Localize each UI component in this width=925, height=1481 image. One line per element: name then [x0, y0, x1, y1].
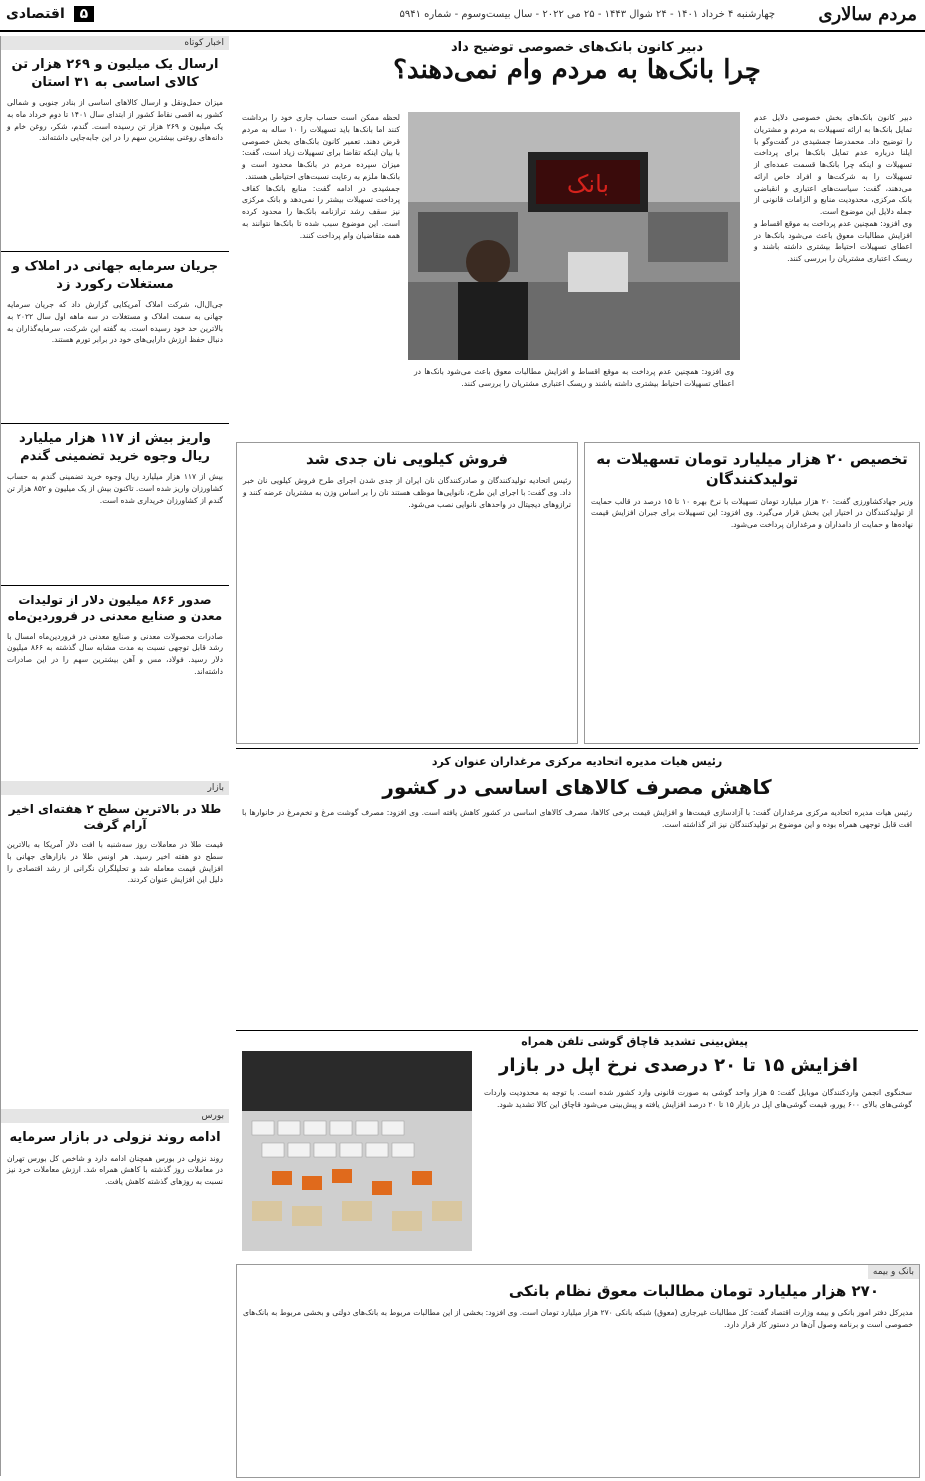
- section-label: اقتصادی: [6, 6, 65, 22]
- short-news-4-title: صدور ۸۶۶ میلیون دلار از تولیدات معدن و صنایع معدنی در فروردین‌ماه: [7, 593, 223, 624]
- lead-headline: چرا بانک‌ها به مردم وام نمی‌دهند؟: [393, 55, 761, 85]
- consumption-kicker: رئیس هیات مدیره اتحادیه مرکزی مرغداران عنوان کرد: [431, 755, 723, 768]
- lead-text-2: وی افزود: همچنین عدم پرداخت به موقع اقساط و افزایش مطالبات معوق باعث می‌شود بانک‌ها در اعطای تسهیلات احتیاط بیشتری داشته باشند و ریسک اعتباری مشتریان را بررسی کنند.: [754, 218, 912, 264]
- short-news-3-text: بیش از ۱۱۷ هزار میلیارد ریال وجوه خرید تضمینی گندم به حساب کشاورزان واریز شده است. تاکنون بیش از یک میلیون و ۸۵۲ هزار تن گندم از کشاورزان خریداری شده است.: [7, 472, 223, 505]
- lead-text-4: جمشیدی در ادامه گفت: منابع بانک‌ها کفاف پرداخت تسهیلات بیشتر را نمی‌دهد و بانک مرکزی نیز سقف رشد ترازنامه بانک‌ها را محدود کرده است. این موضوع سبب شده تا بانک‌ها نتوانند به همه متقاضیان وام پرداخت کنند.: [242, 183, 400, 240]
- lead-text-under-photo-content: وی افزود: همچنین عدم پرداخت به موقع اقساط و افزایش مطالبات معوق باعث می‌شود بانک‌ها در اعطای تسهیلات احتیاط بیشتری داشته باشند و ریسک اعتباری مشتریان را بررسی کنند.: [414, 367, 734, 388]
- lead-text-under-photo: [408, 366, 740, 436]
- short-news-2-text: جی‌ال‌ال، شرکت املاک آمریکایی گزارش داد که جریان سرمایه جهانی به سمت املاک و مستغلات در سه ماهه اول سال ۲۰۲۲ به بالاترین حد خود رسیده است. به گفته این شرکت، سرمایه‌گذاران به دنبال حفظ ارزش دارایی‌های خود در برابر تورم هستند.: [7, 300, 223, 345]
- phones-text: سخنگوی انجمن واردکنندگان موبایل گفت: ۵ هزار واحد گوشی به صورت قانونی وارد کشور شده است. با توجه به محدودیت واردات گوشی‌های بالای ۶۰۰ یورو، قیمت گوشی‌های اپل در بازار ۱۵ تا ۲۰ درصد افزایش یافته و پیش‌بینی می‌شود قاچاق این کالا تشدید شود.: [484, 1088, 912, 1109]
- divider: [1, 251, 229, 252]
- bourse-news-title: ادامه روند نزولی در بازار سرمایه: [9, 1130, 221, 1146]
- loan-article-text: وزیر جهادکشاورزی گفت: ۲۰ هزار میلیارد تومان تسهیلات با نرخ بهره ۱۰ تا ۱۵ درصد در قالب حمایت از تولیدکنندگان در اختیار این بخش قرار می‌گیرد. وی افزود: این تسهیلات برای جبران افزایش قیمت نهاده‌ها و حمایت از دامداران و مرغداران پرداخت می‌شود.: [591, 496, 914, 530]
- section-title: [6, 6, 94, 22]
- page-number: ۵: [74, 6, 95, 22]
- masthead: [0, 0, 925, 32]
- bread-article-title: فروش کیلویی نان جدی شد: [306, 450, 508, 468]
- phones-text-column: [478, 1087, 918, 1257]
- divider: [1, 585, 229, 586]
- bank-article-text: مدیرکل دفتر امور بانکی و بیمه وزارت اقتصاد گفت: کل مطالبات غیرجاری (معوق) شبکه بانکی ۲۷۰ هزار میلیارد تومان است. وی افزود: بخشی از این مطالبات مربوط به بانک‌های دولتی و بخشی مربوط به بانک‌های خصوصی است و برنامه وصول آن‌ها در دستور کار قرار دارد.: [243, 1308, 913, 1330]
- consumption-text: رئیس هیات مدیره اتحادیه مرکزی مرغداران گفت: با آزادسازی قیمت‌ها و افزایش قیمت برخی کالاها، مصرف کالاهای اساسی در کشور کاهش یافته است. وی افزود: مصرف گوشت مرغ و تخم‌مرغ در خانوارها با افت قابل توجهی همراه بوده و این موضوع بر تولیدکنندگان نیز اثر گذاشته است.: [242, 808, 912, 829]
- sidebar-label: اخبار کوتاه: [1, 36, 229, 50]
- lead-text-column-3: [236, 112, 406, 432]
- loan-article-box: [584, 442, 920, 744]
- phones-photo: [242, 1051, 472, 1251]
- lead-text-1: دبیر کانون بانک‌های بخش خصوصی دلایل عدم تمایل بانک‌ها به ارائه تسهیلات به مردم و مشتریان را توضیح داد. محمدرضا جمشیدی در گفت‌وگو با ایلنا درباره عدم تمایل بانک‌ها برای پرداخت تسهیلات و اینکه چرا بانک‌ها قسمت عمده‌ای از تسهیلات را به شرکت‌ها و افراد خاص ارائه می‌دهند، گفت: سیاست‌های اعتباری و انقباضی بانک مرکزی، محدودیت منابع و الزامات قانونی از جمله دلایل این موضوع است.: [754, 113, 912, 217]
- lead-story: [236, 36, 918, 436]
- phones-kicker: پیش‌بینی تشدید قاچاق گوشی تلفن همراه: [521, 1035, 748, 1048]
- lead-kicker: دبیر کانون بانک‌های خصوصی توضیح داد: [450, 40, 704, 55]
- short-news-1-title: ارسال یک میلیون و ۲۶۹ هزار تن کالای اساسی به ۳۱ استان: [11, 57, 219, 90]
- loan-article-title: تخصیص ۲۰ هزار میلیارد تومان تسهیلات به تولیدکنندگان: [596, 450, 908, 489]
- bank-photo: [408, 112, 740, 360]
- divider: [1, 423, 229, 424]
- short-news-4-text: صادرات محصولات معدنی و صنایع معدنی در فروردین‌ماه امسال با رشد قابل توجهی نسبت به مدت مشابه سال گذشته به ۸۶۶ میلیون دلار رسید. فولاد، مس و آهن بیشترین سهم را در این صادرات داشته‌اند.: [7, 631, 223, 676]
- phones-title: افزایش ۱۵ تا ۲۰ درصدی نرخ اپل در بازار: [499, 1055, 858, 1076]
- paper-name: مردم سالاری: [818, 4, 917, 25]
- date-line: چهارشنبه ۴ خرداد ۱۴۰۱ - ۲۴ شوال ۱۴۴۳ - ۲۵ می ۲۰۲۲ - سال بیست‌وسوم - شماره ۵۹۴۱: [399, 9, 775, 20]
- bank-article-box: [236, 1264, 920, 1478]
- short-news-3-title: واریز بیش از ۱۱۷ هزار میلیارد ریال وجوه خرید تضمینی گندم: [19, 431, 211, 464]
- market-news-text: قیمت طلا در معاملات روز سه‌شنبه با افت دلار آمریکا به بالاترین سطح دو هفته اخیر رسید. هر اونس طلا در بازارهای جهانی با افزایش قیمت معامله شد و تحلیلگران نگرانی از رشد اقتصادی را دلیل این افزایش عنوان کردند.: [7, 840, 223, 885]
- consumption-title: کاهش مصرف کالاهای اساسی در کشور: [382, 775, 772, 799]
- short-news-2-title: جریان سرمایه جهانی در املاک و مستغلات رکورد زد: [11, 259, 219, 292]
- lead-text-3: لحظه ممکن است حساب جاری خود را برداشت کنند اما بانک‌ها باید تسهیلات را ۱۰ ساله به مردم قرض دهند. تعمیر کانون بانک‌های بخش خصوصی با بیان اینکه تقاضا برای تسهیلات زیاد است، گفت: میزان سپرده مردم در بانک‌ها محدود است و بانک‌ها ملزم به رعایت نسبت‌های احتیاطی هستند.: [242, 113, 400, 181]
- bread-article-box: [236, 442, 578, 744]
- bourse-news-text: روند نزولی در بورس همچنان ادامه دارد و شاخص کل بورس تهران در معاملات روز گذشته با کاهش همراه شد. ارزش معاملات خرد نیز نسبت به روزهای گذشته کاهش یافت.: [7, 1153, 223, 1187]
- svg-text:بانک: بانک: [566, 170, 610, 198]
- market-news-title: طلا در بالاترین سطح ۲ هفته‌ای اخیر آرام گرفت: [8, 801, 222, 832]
- lead-text-column-1: [748, 112, 918, 432]
- consumption-article: [236, 748, 918, 1024]
- market-label: بازار: [1, 781, 229, 795]
- bourse-label: بورس: [1, 1109, 229, 1123]
- bank-article-title: ۲۷۰ هزار میلیارد تومان مطالبات معوق نظام بانکی: [508, 1282, 879, 1300]
- phones-article: [236, 1030, 918, 1259]
- sidebar-column: [0, 36, 229, 1476]
- bank-section-label: بانک و بیمه: [868, 1265, 919, 1279]
- short-news-1-text: میزان حمل‌ونقل و ارسال کالاهای اساسی از بنادر جنوبی و شمالی کشور به اقصی نقاط کشور از ابتدای سال ۱۴۰۱ تا دوم خرداد ماه به یک میلیون و ۲۶۹ هزار تن رسیده است. گندم، شکر، روغن خام و دانه‌های روغنی بیشترین سهم را در این جابه‌جایی داشته‌اند.: [7, 98, 223, 143]
- bread-article-text: رئیس اتحادیه تولیدکنندگان و صادرکنندگان نان ایران از جدی شدن اجرای طرح فروش کیلویی نان خبر داد. وی گفت: با اجرای این طرح، نانوایی‌ها موظف هستند نان را بر اساس وزن به مشتریان عرضه کنند و ترازوهای دیجیتال در واحدهای نانوایی نصب می‌شود.: [243, 476, 571, 509]
